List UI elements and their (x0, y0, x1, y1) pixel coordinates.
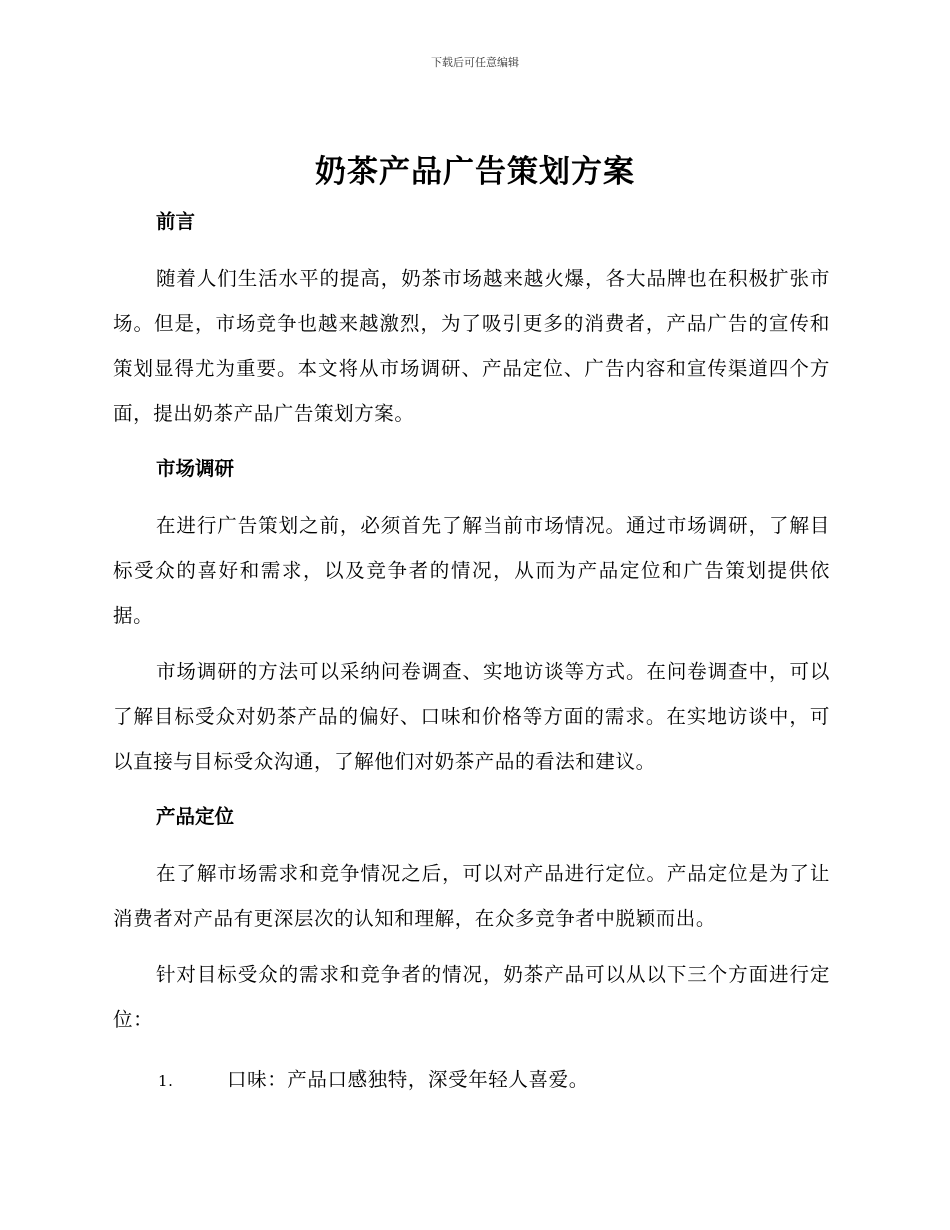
document-title: 奶茶产品广告策划方案 (315, 154, 635, 190)
section-heading-market-research: 市场调研 (156, 457, 235, 480)
list-item (113, 1057, 830, 1104)
header-note: 下载后可任意编辑 (431, 56, 519, 69)
document-body (113, 200, 830, 1104)
list-item-number: 1. (158, 1072, 174, 1090)
paragraph: 在进行广告策划之前，必须首先了解当前市场情况。通过市场调研，了解目标受众的喜好和需求，以及竞争者的情况，从而为产品定位和广告策划提供依据。 (113, 514, 830, 627)
section-heading-preface: 前言 (156, 210, 196, 233)
list-item-text: 口味：产品口感独特，深受年轻人喜爱。 (227, 1068, 589, 1091)
paragraph: 在了解市场需求和竞争情况之后，可以对产品进行定位。产品定位是为了让消费者对产品有更深层次的认知和理解，在众多竞争者中脱颖而出。 (113, 862, 830, 930)
paragraph: 随着人们生活水平的提高，奶茶市场越来越火爆，各大品牌也在积极扩张市场。但是，市场竞争也越来越激烈，为了吸引更多的消费者，产品广告的宣传和策划显得尤为重要。本文将从市场调研、产品定位、广告内容和宣传渠道四个方面，提出奶茶产品广告策划方案。 (113, 267, 830, 425)
section-heading-positioning: 产品定位 (156, 805, 235, 828)
positioning-list (113, 1057, 830, 1104)
paragraph: 针对目标受众的需求和竞争者的情况，奶茶产品可以从以下三个方面进行定位： (113, 963, 830, 1031)
paragraph: 市场调研的方法可以采纳问卷调查、实地访谈等方式。在问卷调查中，可以了解目标受众对奶茶产品的偏好、口味和价格等方面的需求。在实地访谈中，可以直接与目标受众沟通，了解他们对奶茶产品的看法和建议。 (113, 660, 830, 773)
